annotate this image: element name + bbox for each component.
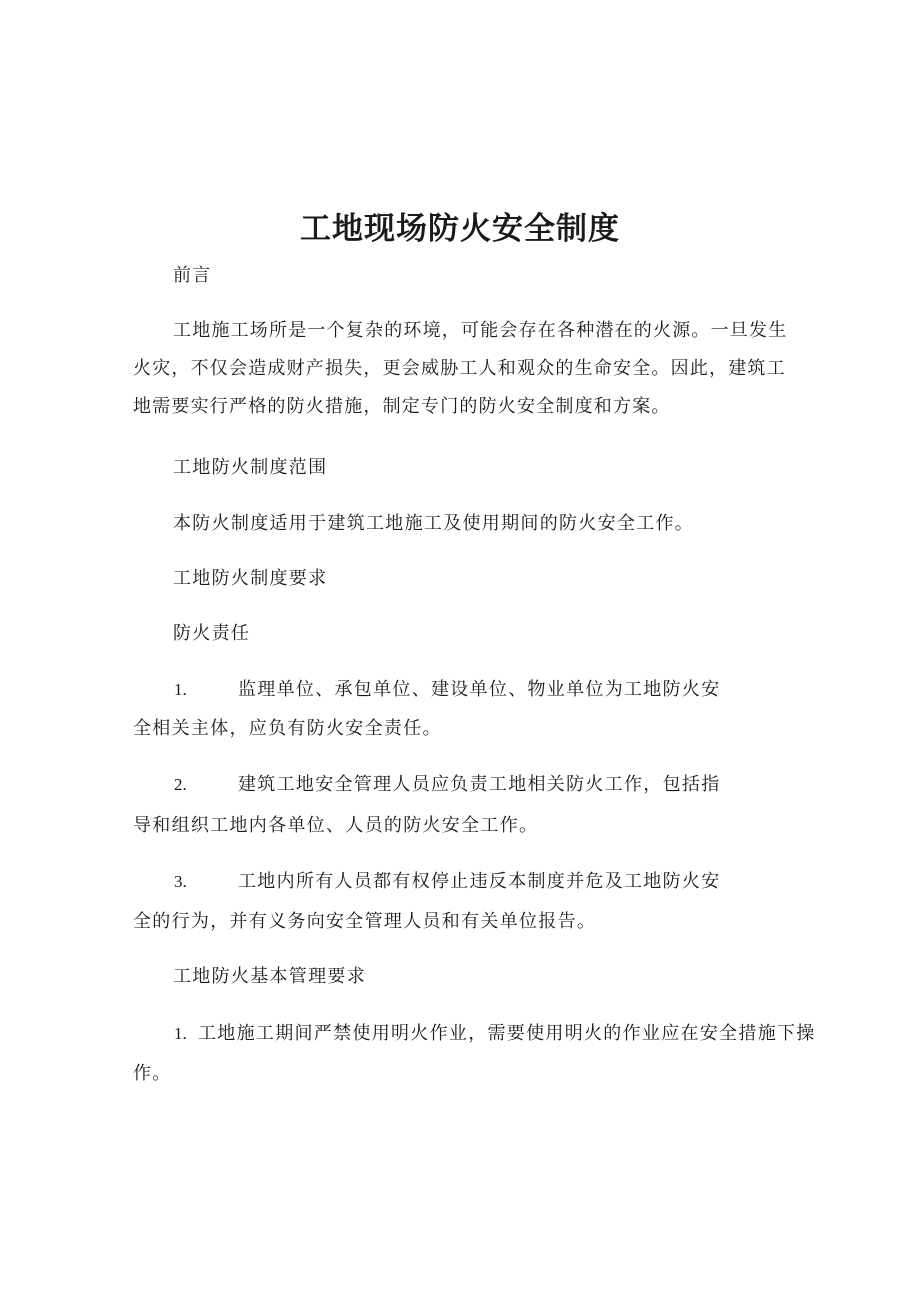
preface-paragraph: 工地施工场所是一个复杂的环境，可能会存在各种潜在的火源。一旦发生火灾，不仅会造成财产损失，更会威胁工人和观众的生命安全。因此，建筑工地需要实行严格的防火措施，制定专门的防火安全制度和方案。 xyxy=(133,320,788,417)
list-item-text-line1: 工地内所有人员都有权停止违反本制度并危及工地防火安 xyxy=(238,871,721,892)
scope-heading: 工地防火制度范围 xyxy=(173,457,328,478)
list-item-number: 2. xyxy=(174,775,187,794)
list-item-text-line2: 导和组织工地内各单位、人员的防火安全工作。 xyxy=(133,815,539,836)
basic-management-heading: 工地防火基本管理要求 xyxy=(173,966,366,987)
document-title: 工地现场防火安全制度 xyxy=(300,211,620,247)
requirements-heading: 工地防火制度要求 xyxy=(173,568,328,589)
list-item-text-line2: 全的行为，并有义务向安全管理人员和有关单位报告。 xyxy=(133,911,597,932)
list-item-number: 1. xyxy=(174,680,187,699)
list-item-number: 3. xyxy=(174,872,187,891)
scope-text: 本防火制度适用于建筑工地施工及使用期间的防火安全工作。 xyxy=(173,513,695,534)
list-item-text-line2: 作。 xyxy=(133,1063,172,1084)
list-item-text-line1: 监理单位、承包单位、建设单位、物业单位为工地防火安 xyxy=(238,679,721,700)
list-item-text-line2: 全相关主体，应负有防火安全责任。 xyxy=(133,718,442,739)
list-item-text-line1: 工地施工期间严禁使用明火作业，需要使用明火的作业应在安全措施下操 xyxy=(198,1023,816,1044)
responsibility-heading: 防火责任 xyxy=(173,623,251,644)
preface-heading: 前言 xyxy=(173,265,212,286)
list-item-text-line1: 建筑工地安全管理人员应负责工地相关防火工作，包括指 xyxy=(238,774,721,795)
list-item-number: 1. xyxy=(174,1024,187,1043)
